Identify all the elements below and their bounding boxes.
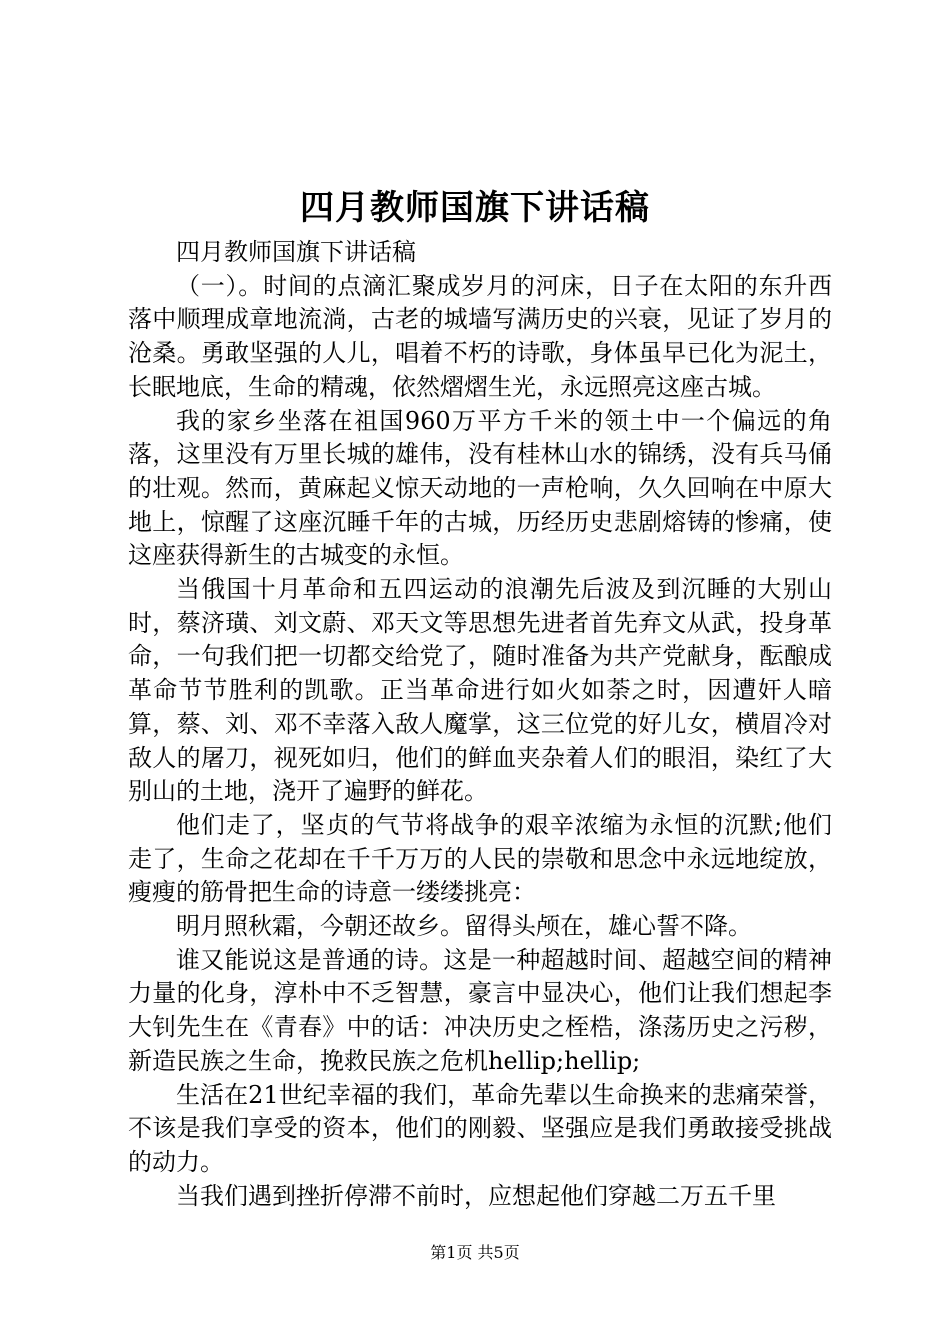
body-paragraph: 生活在21世纪幸福的我们，革命先辈以生命换来的悲痛荣誉，不该是我们享受的资本，他们的刚毅、坚强应是我们勇敢接受挑战的动力。	[128, 1080, 832, 1176]
document-title: 四月教师国旗下讲话稿	[300, 188, 650, 228]
page-number-footer: 第1页 共5页	[430, 1243, 520, 1262]
body-paragraph: 我的家乡坐落在祖国960万平方千米的领土中一个偏远的角落，这里没有万里长城的雄伟，没有桂林山水的锦绣，没有兵马俑的壮观。然而，黄麻起义惊天动地的一声枪响，久久回响在中原大地上，惊醒了这座沉睡千年的古城，历经历史悲剧熔铸的惨痛，使这座获得新生的古城变的永恒。	[128, 406, 832, 570]
document-body	[128, 236, 832, 1213]
body-paragraph: 谁又能说这是普通的诗。这是一种超越时间、超越空间的精神力量的化身，淳朴中不乏智慧，豪言中显决心，他们让我们想起李大钊先生在《青春》中的话：冲决历史之桎梏，涤荡历史之污秽，新造民族之生命，挽救民族之危机hellip;hellip;	[128, 945, 832, 1075]
body-paragraph: 四月教师国旗下讲话稿	[176, 238, 416, 266]
body-paragraph: 当我们遇到挫折停滞不前时，应想起他们穿越二万五千里	[176, 1181, 776, 1210]
body-paragraph: 他们走了，坚贞的气节将战争的艰辛浓缩为永恒的沉默;他们走了，生命之花却在千千万万的人民的崇敬和思念中永远地绽放，瘦瘦的筋骨把生命的诗意一缕缕挑亮：	[128, 810, 832, 907]
body-paragraph: （一）。时间的点滴汇聚成岁月的河床，日子在太阳的东升西落中顺理成章地流淌，古老的城墙写满历史的兴衰，见证了岁月的沧桑。勇敢坚强的人儿，唱着不朽的诗歌，身体虽早已化为泥土，长眠地底，生命的精魂，依然熠熠生光，永远照亮这座古城。	[128, 271, 832, 401]
body-paragraph: 明月照秋霜，今朝还故乡。留得头颅在，雄心誓不降。	[176, 912, 752, 941]
body-paragraph: 当俄国十月革命和五四运动的浪潮先后波及到沉睡的大别山时，蔡济璜、刘文蔚、邓天文等思想先进者首先弃文从武，投身革命，一句我们把一切都交给党了，随时准备为共产党献身，酝酿成革命节节胜利的凯歌。正当革命进行如火如荼之时，因遭奸人暗算，蔡、刘、邓不幸落入敌人魔掌，这三位党的好儿女，横眉冷对敌人的屠刀，视死如归，他们的鲜血夹杂着人们的眼泪，染红了大别山的土地，浇开了遍野的鲜花。	[128, 575, 832, 806]
